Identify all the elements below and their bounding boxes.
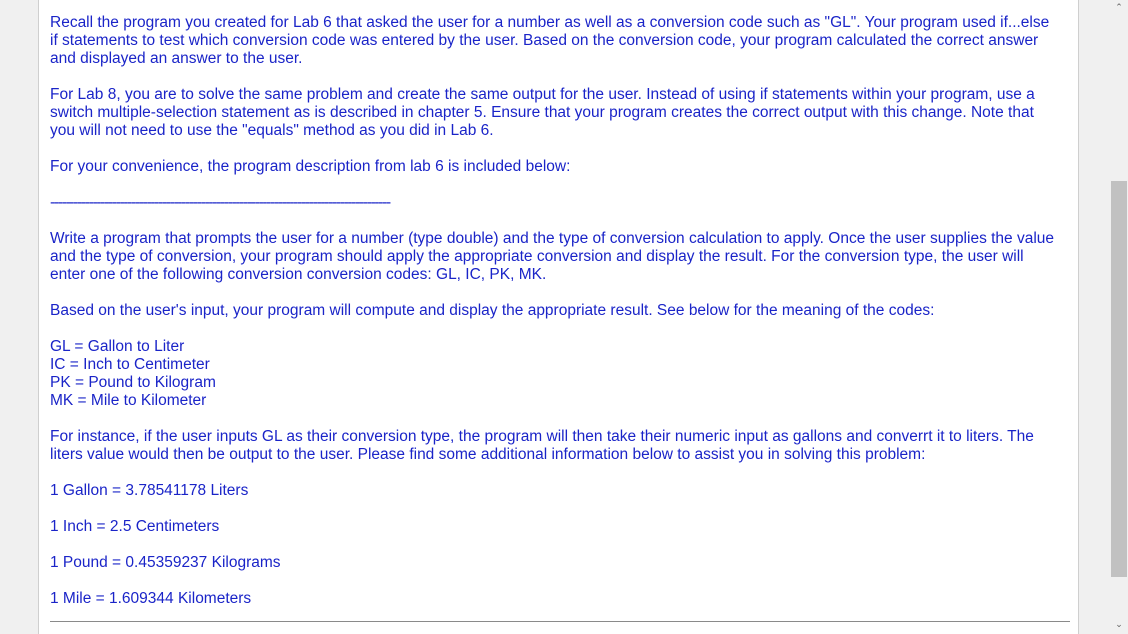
convenience-note: For your convenience, the program description from lab 6 is included below: (50, 158, 571, 175)
chevron-down-icon[interactable]: ⌄ (1115, 620, 1123, 630)
intro-paragraph: Recall the program you created for Lab 6 that asked the user for a number as well as a conversion code such as "GL". Your program used if...else if statements to test which conversion code was entered by the user. Based on the conversion code, your program calculated the correct answer and displayed an answer to the user. (50, 14, 1050, 67)
code-item: IC = Inch to Centimeter (50, 356, 210, 373)
code-item: GL = Gallon to Liter (50, 338, 185, 355)
program-description-paragraph: Write a program that prompts the user for a number (type double) and the type of conversion calculation to apply. Once the user supplies the value and the type of conversion, your program should apply the appropriate conversion and display the result. For the conversion type, the user will enter one of the following conversion conversion codes: GL, IC, PK, MK. (50, 230, 1055, 283)
content-panel (38, 0, 1079, 634)
factor-pound: 1 Pound = 0.45359237 Kilograms (50, 554, 281, 571)
conversion-codes-list (50, 338, 1060, 410)
chevron-up-icon[interactable]: ⌃ (1115, 3, 1123, 13)
factor-inch: 1 Inch = 2.5 Centimeters (50, 518, 220, 535)
factor-gallon: 1 Gallon = 3.78541178 Liters (50, 482, 249, 499)
lab8-instructions-paragraph: For Lab 8, you are to solve the same problem and create the same output for the user. Instead of using if statements within your program, use a switch multiple-selection statement as is described in chapter 5. Ensure that your program creates the correct output with this change. Note that you will not need to use the "equals" method as you did in Lab 6. (50, 86, 1035, 139)
codes-intro-paragraph: Based on the user's input, your program will compute and display the appropriate result. See below for the meaning of the codes: (50, 302, 935, 319)
factor-mile: 1 Mile = 1.609344 Kilometers (50, 590, 252, 607)
separator-dashes: ---------------------------------------------------------------------------------------- (50, 194, 390, 211)
vertical-scrollbar[interactable] (1110, 0, 1128, 634)
lab-description (50, 14, 1060, 608)
scrollbar-thumb[interactable] (1111, 181, 1127, 577)
code-item: PK = Pound to Kilogram (50, 374, 216, 391)
code-item: MK = Mile to Kilometer (50, 392, 207, 409)
example-paragraph: For instance, if the user inputs GL as their conversion type, the program will then take their numeric input as gallons and converrt it to liters. The liters value would then be output to the user. Please find some additional information below to assist you in solving this problem: (50, 428, 1034, 463)
horizontal-rule (50, 621, 1070, 622)
